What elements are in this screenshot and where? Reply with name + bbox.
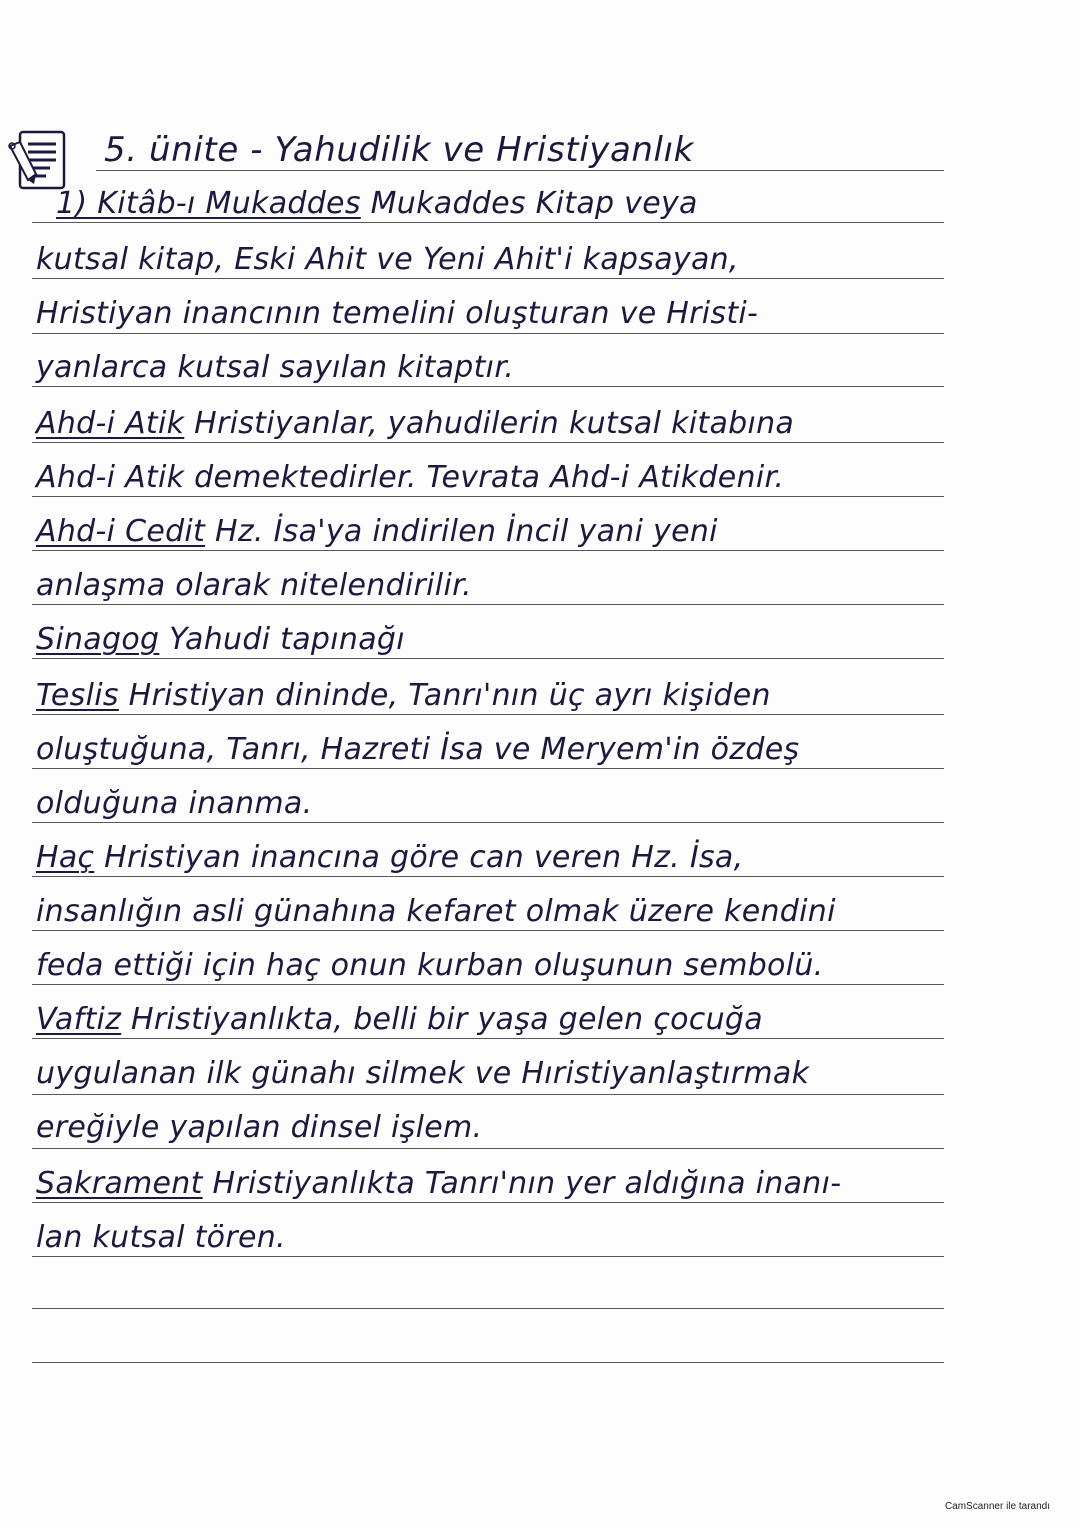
note-term: 1) Kitâb-ı Mukaddes: [56, 186, 361, 221]
note-text: Hristiyan inancına göre can veren Hz. İsa,: [94, 840, 744, 875]
note-text: Hristiyan inancının temelini oluşturan ve Hristi-: [36, 296, 759, 331]
note-line: [36, 784, 954, 824]
page-title: 5. ünite - Yahudilik ve Hristiyanlık: [104, 130, 694, 170]
ruled-line: [96, 170, 944, 171]
note-text: Hristiyan dininde, Tanrı'nın üç ayrı kişiden: [118, 678, 771, 713]
note-text: uygulanan ilk günahı silmek ve Hıristiyanlaştırmak: [36, 1056, 810, 1091]
ruled-line: [32, 1148, 944, 1149]
note-line: [56, 184, 974, 224]
ruled-line: [32, 1362, 944, 1363]
note-line: [36, 1000, 954, 1040]
note-line: [36, 240, 954, 280]
note-line: [36, 294, 954, 334]
note-text: Mukaddes Kitap veya: [360, 186, 698, 221]
note-text: feda ettiği için haç onun kurban oluşunun sembolü.: [36, 948, 824, 983]
note-text: olduğuna inanma.: [36, 786, 313, 821]
note-text: Hz. İsa'ya indirilen İncil yani yeni: [205, 514, 718, 549]
note-text: oluştuğuna, Tanrı, Hazreti İsa ve Meryem'in özdeş: [36, 732, 800, 767]
note-text: Hristiyanlıkta, belli bir yaşa gelen çocuğa: [121, 1002, 763, 1037]
note-text: Ahd-i Atik demektedirler. Tevrata Ahd-i Atikdenir.: [36, 460, 785, 495]
note-text: Hristiyanlar, yahudilerin kutsal kitabına: [184, 406, 795, 441]
note-line: [36, 730, 954, 770]
note-line: [36, 566, 954, 606]
note-term: Vaftiz: [36, 1002, 122, 1037]
note-line: [36, 1164, 954, 1204]
note-line: [36, 458, 954, 498]
note-line: [36, 838, 954, 878]
note-text: Yahudi tapınağı: [159, 622, 405, 657]
note-line: [36, 620, 954, 660]
note-term: Ahd-i Atik: [36, 406, 185, 441]
scanner-watermark: CamScanner ile tarandı: [944, 1501, 1050, 1512]
note-term: Ahd-i Cedit: [36, 514, 206, 549]
note-text: lan kutsal tören.: [36, 1220, 286, 1255]
note-line: [36, 892, 954, 932]
note-line: [36, 1108, 954, 1148]
note-line: [36, 404, 954, 444]
note-line: [36, 348, 954, 388]
note-text: ereğiyle yapılan dinsel işlem.: [36, 1110, 483, 1145]
note-text: anlaşma olarak nitelendirilir.: [36, 568, 472, 603]
note-line: [36, 676, 954, 716]
note-line: [36, 1054, 954, 1094]
note-text: kutsal kitap, Eski Ahit ve Yeni Ahit'i kapsayan,: [36, 242, 739, 277]
note-line: [36, 1218, 954, 1258]
note-term: Haç: [36, 840, 95, 875]
note-term: Sakrament: [36, 1166, 203, 1201]
ruled-line: [32, 1308, 944, 1309]
note-line: [36, 512, 954, 552]
note-line: [36, 946, 954, 986]
note-text: Hristiyanlıkta Tanrı'nın yer aldığına inanı-: [202, 1166, 842, 1201]
note-term: Sinagog: [36, 622, 160, 657]
note-text: yanlarca kutsal sayılan kitaptır.: [36, 350, 515, 385]
note-term: Teslis: [36, 678, 119, 713]
ruled-line: [32, 1094, 944, 1095]
note-text: insanlığın asli günahına kefaret olmak üzere kendini: [36, 894, 836, 929]
